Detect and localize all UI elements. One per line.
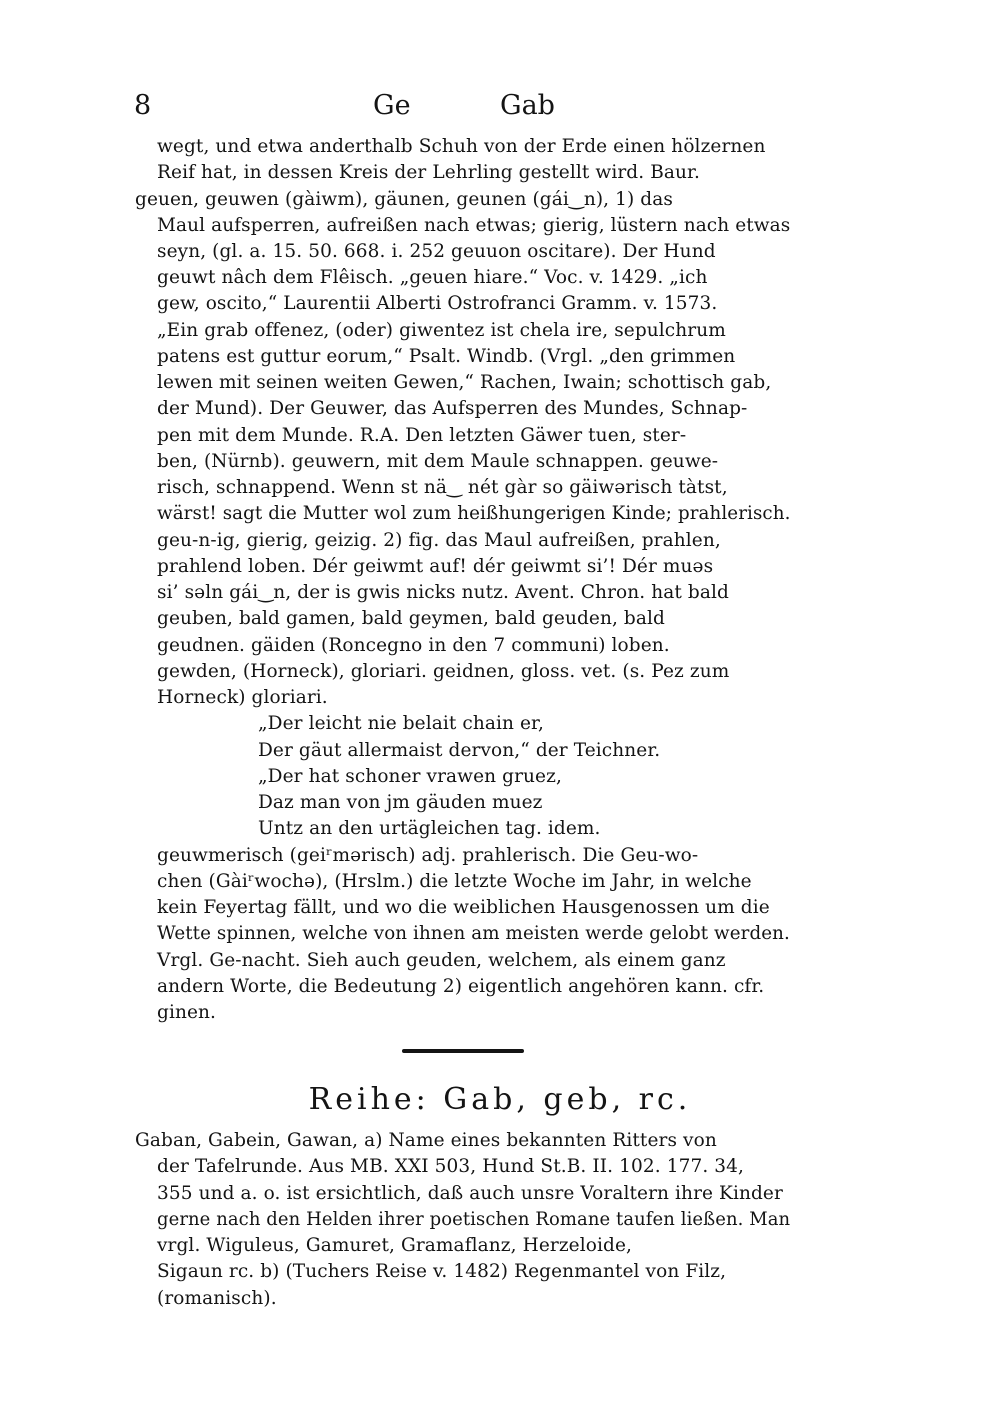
text-line: Vrgl. Ge-nacht. Sieh auch geuden, welchem, als einem ganz — [157, 950, 726, 971]
text-line: chen (Gàiʳwochə), (Hrslm.) die letzte Woche im Jahr, in welche — [157, 871, 752, 892]
text-line: wärst! sagt die Mutter wol zum heißhungerigen Kinde; prahlerisch. — [157, 503, 791, 524]
text-line: kein Feyertag fällt, und wo die weiblichen Hausgenossen um die — [157, 897, 770, 918]
headword-line: Gaban, Gabein, Gawan, a) Name eines bekannten Ritters von — [135, 1130, 717, 1151]
text-line: geuwt nâch dem Flêisch. „geuen hiare.“ Voc. v. 1429. „ich — [157, 267, 708, 288]
verse-line: Daz man von jm gäuden muez — [258, 792, 543, 813]
verse-line: „Der hat schoner vrawen gruez, — [258, 766, 562, 787]
text-line: gerne nach den Helden ihrer poetischen Romane taufen ließen. Man — [157, 1209, 791, 1230]
verse-line: Untz an den urtägleichen tag. idem. — [258, 818, 601, 839]
text-line: geu-n-ig, gierig, geizig. 2) fig. das Maul aufreißen, prahlen, — [157, 530, 721, 551]
section-divider — [402, 1049, 524, 1053]
text-line: Maul aufsperren, aufreißen nach etwas; gierig, lüstern nach etwas — [157, 215, 791, 236]
text-line: ben, (Nürnb). geuwern, mit dem Maule schnappen. geuwe- — [157, 451, 719, 472]
verse-line: „Der leicht nie belait chain er, — [258, 713, 544, 734]
text-line: geuwmerisch (geiʳmərisch) adj. prahlerisch. Die Geu-wo- — [157, 845, 699, 866]
header-first-word: Ge — [373, 90, 411, 121]
text-line: risch, schnappend. Wenn st nä‿ nét gàr so gäiwərisch tàtst, — [157, 477, 728, 498]
text-line: der Tafelrunde. Aus MB. XXI 503, Hund St.B. II. 102. 177. 34, — [157, 1156, 745, 1177]
text-line: geudnen. gäiden (Roncegno in den 7 communi) loben. — [157, 635, 670, 656]
text-line: ginen. — [157, 1002, 217, 1023]
text-line: si’ səln gái‿n, der is gwis nicks nutz. Avent. Chron. hat bald — [157, 582, 729, 603]
text-line: patens est guttur eorum,“ Psalt. Windb. (Vrgl. „den grimmen — [157, 346, 736, 367]
text-line: prahlend loben. Dér geiwmt auf! dér geiwmt si’! Dér muəs — [157, 556, 714, 577]
text-line: pen mit dem Munde. R.A. Den letzten Gäwer tuen, ster- — [157, 425, 687, 446]
text-line: seyn, (gl. a. 15. 50. 668. i. 252 geuuon oscitare). Der Hund — [157, 241, 716, 262]
text-line: vrgl. Wiguleus, Gamuret, Gramaflanz, Herzeloide, — [157, 1235, 632, 1256]
text-line: Wette spinnen, welche von ihnen am meisten werde gelobt werden. — [157, 923, 790, 944]
text-line: „Ein grab offenez, (oder) giwentez ist chela ire, sepulchrum — [157, 320, 726, 341]
section-heading: Reihe: Gab, geb, rc. — [308, 1082, 692, 1117]
text-line: lewen mit seinen weiten Gewen,“ Rachen, Iwain; schottisch gab, — [157, 372, 772, 393]
text-line: gew, oscito,“ Laurentii Alberti Ostrofranci Gramm. v. 1573. — [157, 293, 718, 314]
page-header — [0, 90, 1000, 130]
headword-line: geuen, geuwen (gàiwm), gäunen, geunen (gái‿n), 1) das — [135, 189, 673, 210]
header-last-word: Gab — [500, 90, 555, 121]
text-line: andern Worte, die Bedeutung 2) eigentlich angehören kann. cfr. — [157, 976, 765, 997]
text-line: 355 und a. o. ist ersichtlich, daß auch unsre Voraltern ihre Kinder — [157, 1183, 783, 1204]
text-line: Horneck) gloriari. — [157, 687, 328, 708]
text-line: gewden, (Horneck), gloriari. geidnen, gloss. vet. (s. Pez zum — [157, 661, 730, 682]
page-number: 8 — [134, 90, 152, 121]
text-line: (romanisch). — [157, 1288, 277, 1309]
text-line: der Mund). Der Geuwer, das Aufsperren des Mundes, Schnap- — [157, 398, 748, 419]
text-line: wegt, und etwa anderthalb Schuh von der Erde einen hölzernen — [157, 136, 766, 157]
text-line: Sigaun rc. b) (Tuchers Reise v. 1482) Regenmantel von Filz, — [157, 1261, 727, 1282]
verse-line: Der gäut allermaist dervon,“ der Teichner. — [258, 740, 661, 761]
text-line: geuben, bald gamen, bald geymen, bald geuden, bald — [157, 608, 665, 629]
text-line: Reif hat, in dessen Kreis der Lehrling gestellt wird. Baur. — [157, 162, 700, 183]
